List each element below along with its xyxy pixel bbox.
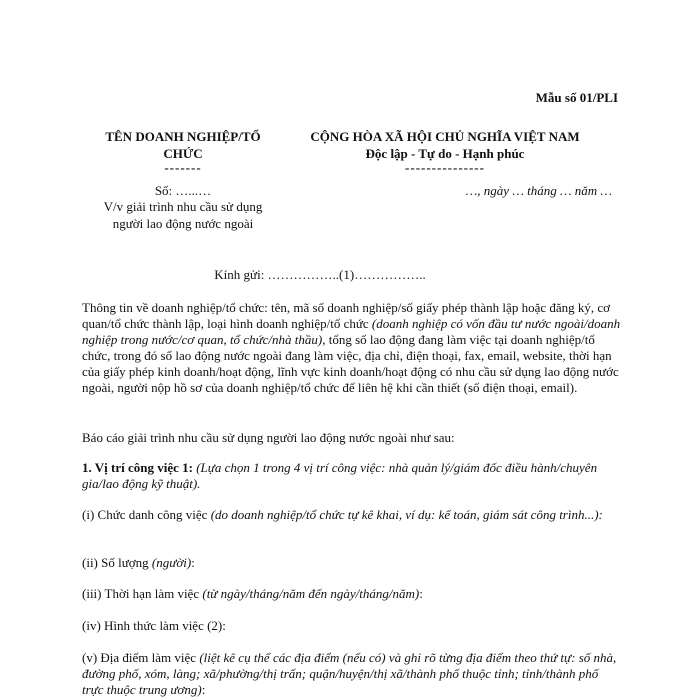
report-line: Báo cáo giải trình nhu cầu sử dụng người lao động nước ngoài như sau: — [82, 430, 455, 445]
section-1-note: (Lựa chọn 1 trong 4 vị trí công việc: nhà quản lý/giám đốc điều hành/chuyên gia/lao động kỹ thuật). — [82, 460, 598, 491]
subject-line2: người lao động nước ngoài — [112, 216, 254, 231]
item-i-note: (do doanh nghiệp/tổ chức tự kê khai, ví dụ: kế toán, giám sát công trình...): — [210, 507, 603, 522]
item-v-note: (liệt kê cụ thể các địa điểm (nếu có) và ghi rõ từng địa điểm theo thứ tự: số nhà, đường phố, xóm, làng; xã/phường/thị trấn; quận/huyện/thị xã/thành phố thuộc tỉnh; tỉnh/thành phố trực thuộc trung ương) — [82, 650, 617, 697]
item-ii — [82, 555, 622, 571]
item-iv: (iv) Hình thức làm việc (2): — [82, 618, 226, 633]
item-i — [82, 507, 622, 523]
item-v-label: (v) Địa điểm làm việc — [82, 650, 200, 665]
motto: Độc lập - Tự do - Hạnh phúc — [365, 146, 525, 161]
item-ii-label: (ii) Số lượng — [82, 555, 152, 570]
item-ii-end: : — [191, 555, 195, 570]
section-1-heading: 1. Vị trí công việc 1: — [82, 460, 193, 475]
recipient-line: Kính gửi: ……………..(1)…………….. — [214, 267, 426, 282]
item-v — [82, 650, 622, 698]
item-iii-note: (từ ngày/tháng/năm đến ngày/tháng/năm) — [202, 586, 420, 601]
date-line: …, ngày … tháng … năm … — [465, 183, 612, 198]
intro-part3: , tổng số lao động đang làm việc tại doanh nghiệp/tổ chức, trong đó số lao động nước ngoài đang làm việc, địa chỉ, điện thoại, fax, email, website, thời hạn của giấy phép kinh doanh/hoạt động, lĩnh vực kinh doanh/hoạt động có nhu cầu sử dụng lao động nước ngoài, người nộp hồ sơ của doanh nghiệp/tổ chức để liên hệ khi cần thiết (số điện thoại, email). — [82, 332, 619, 395]
document-number: Số: …...… — [154, 183, 212, 198]
item-i-label: (i) Chức danh công việc — [82, 507, 211, 522]
org-name-line1: TÊN DOANH NGHIỆP/TỔ — [105, 129, 261, 144]
nation-title: CỘNG HÒA XÃ HỘI CHỦ NGHĨA VIỆT NAM — [310, 129, 580, 144]
org-name-line2: CHỨC — [163, 146, 203, 161]
item-ii-note: (người) — [151, 555, 192, 570]
item-iii — [82, 586, 622, 602]
item-iii-end: : — [419, 586, 423, 601]
org-dashes: ------- — [164, 160, 202, 175]
intro-part2: (doanh nghiệp có vốn đầu tư nước ngoài/doanh nghiệp trong nước/cơ quan, tổ chức/nhà thầu) — [82, 316, 621, 347]
item-v-end: : — [201, 682, 206, 697]
national-header — [290, 128, 600, 174]
intro-paragraph — [82, 300, 622, 396]
organization-header — [78, 128, 288, 174]
subject — [78, 198, 288, 232]
intro-part1: Thông tin về doanh nghiệp/tổ chức: tên, mã số doanh nghiệp/số giấy phép thành lập hoặc đăng ký, cơ quan/tổ chức thành lập, loại hình doanh nghiệp/tổ chức — [82, 300, 611, 331]
subject-line1: V/v giải trình nhu cầu sử dụng — [103, 199, 263, 214]
section-1 — [82, 460, 622, 492]
motto-dashes: --------------- — [405, 160, 485, 175]
form-code: Mẫu số 01/PLI — [535, 90, 618, 105]
item-iii-label: (iii) Thời hạn làm việc — [82, 586, 203, 601]
